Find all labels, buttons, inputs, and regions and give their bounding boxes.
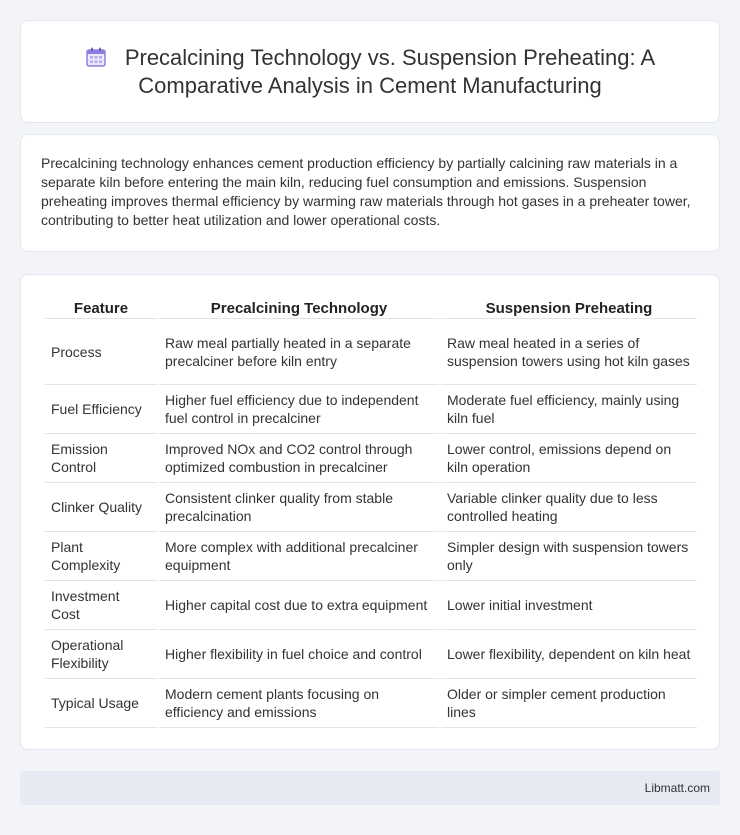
table-row (45, 434, 697, 483)
header-feature: Feature (45, 295, 157, 319)
page-title: Precalcining Technology vs. Suspension Preheating: A Comparative Analysis in Cement Manufacturing (124, 44, 656, 98)
table-row (45, 319, 697, 385)
row-precalcining: Raw meal partially heated in a separate precalciner before kiln entry (159, 319, 439, 385)
table-row (45, 581, 697, 630)
header-suspension: Suspension Preheating (441, 295, 697, 319)
table-row (45, 630, 697, 679)
row-suspension: Lower initial investment (441, 581, 697, 630)
page-title-wrap (51, 44, 689, 100)
row-suspension: Older or simpler cement production lines (441, 679, 697, 728)
table-row (45, 385, 697, 434)
row-feature: Clinker Quality (45, 483, 157, 532)
row-suspension: Raw meal heated in a series of suspension towers using hot kiln gases (441, 319, 697, 385)
row-precalcining: Consistent clinker quality from stable precalcination (159, 483, 439, 532)
row-suspension: Moderate fuel efficiency, mainly using kiln fuel (441, 385, 697, 434)
footer (20, 771, 720, 805)
row-precalcining: More complex with additional precalciner equipment (159, 532, 439, 581)
row-feature: Emission Control (45, 434, 157, 483)
row-precalcining: Modern cement plants focusing on efficiency and emissions (159, 679, 439, 728)
row-precalcining: Higher capital cost due to extra equipment (159, 581, 439, 630)
row-precalcining: Higher flexibility in fuel choice and control (159, 630, 439, 679)
table-header-row (45, 295, 697, 319)
intro-text: Precalcining technology enhances cement production efficiency by partially calcining raw materials in a separate kiln before entering the main kiln, reducing fuel consumption and emissions. Suspension preheating improves thermal efficiency by warming raw materials through hot gases in a preheater tower, contributing to better heat utilization and lower operational costs. (41, 155, 691, 228)
row-suspension: Lower control, emissions depend on kiln operation (441, 434, 697, 483)
comparison-table-card (20, 274, 720, 750)
row-suspension: Simpler design with suspension towers only (441, 532, 697, 581)
row-suspension: Variable clinker quality due to less controlled heating (441, 483, 697, 532)
row-feature: Plant Complexity (45, 532, 157, 581)
row-feature: Typical Usage (45, 679, 157, 728)
row-feature: Process (45, 319, 157, 385)
table-row (45, 532, 697, 581)
calendar-icon (85, 46, 107, 68)
row-feature: Investment Cost (45, 581, 157, 630)
row-feature: Operational Flexibility (45, 630, 157, 679)
footer-site-link[interactable]: Libmatt.com (644, 781, 710, 795)
row-feature: Fuel Efficiency (45, 385, 157, 434)
row-precalcining: Higher fuel efficiency due to independent fuel control in precalciner (159, 385, 439, 434)
table-row (45, 679, 697, 728)
row-suspension: Lower flexibility, dependent on kiln heat (441, 630, 697, 679)
row-precalcining: Improved NOx and CO2 control through optimized combustion in precalciner (159, 434, 439, 483)
header-precalcining: Precalcining Technology (159, 295, 439, 319)
header-card (20, 20, 720, 123)
intro-card (20, 134, 720, 252)
table-row (45, 483, 697, 532)
comparison-table (43, 295, 699, 728)
